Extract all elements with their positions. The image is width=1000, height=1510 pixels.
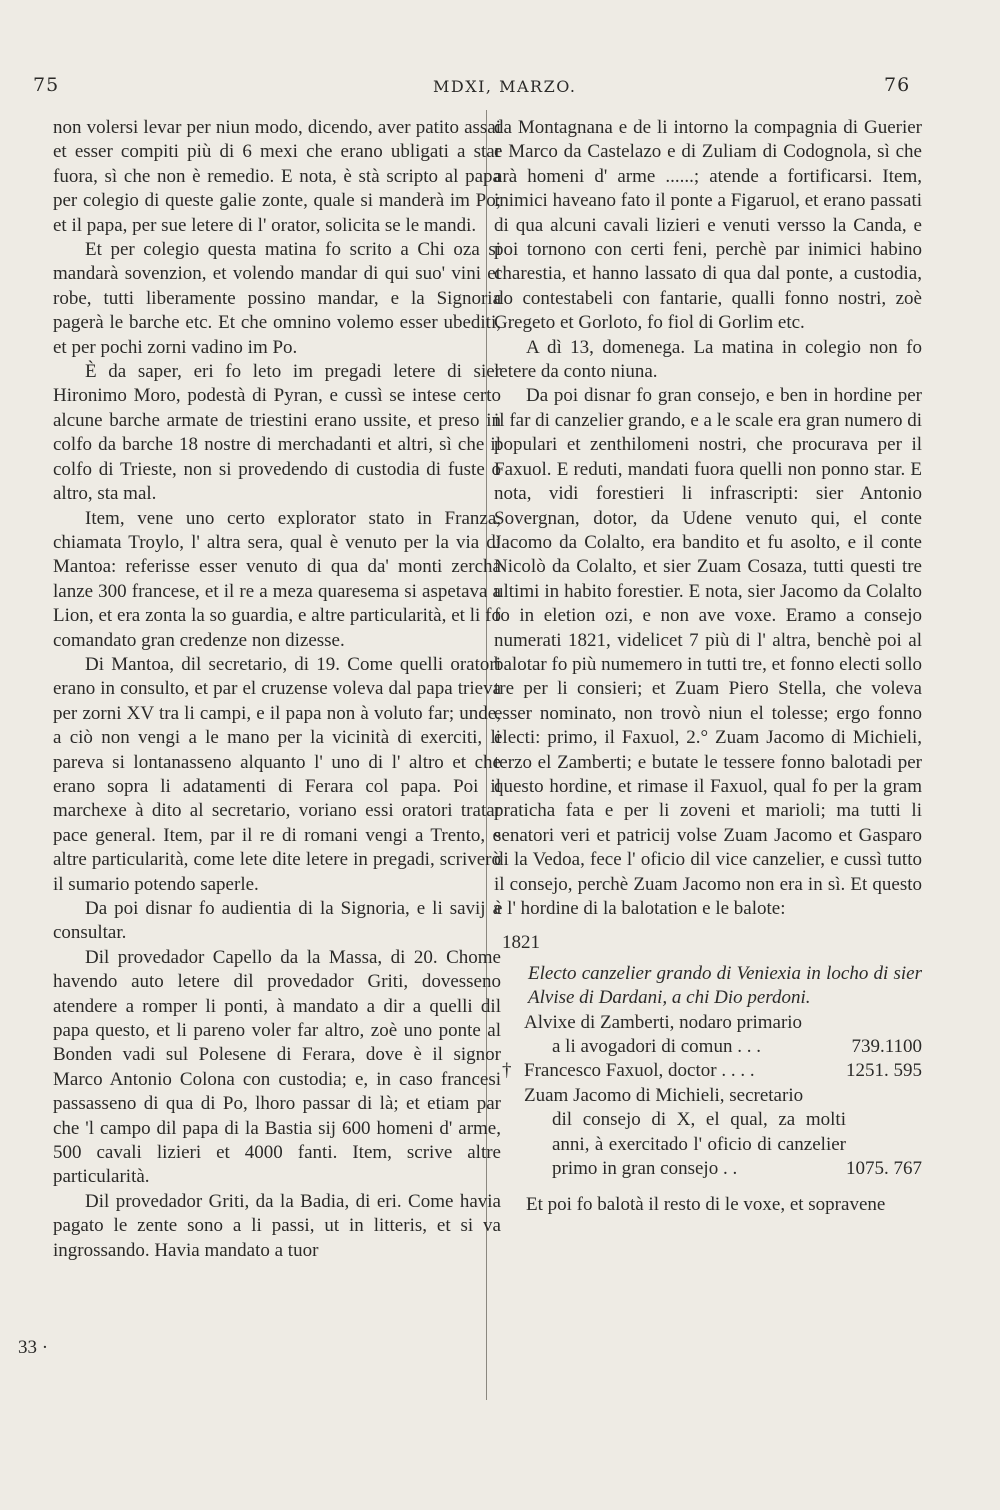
right-page-number: 76 [884, 74, 911, 96]
running-header: MDXI, MARZO. [433, 77, 577, 96]
paragraph: Item, vene uno certo explorator stato in Franza, chiamata Troylo, l' altra sera, qual è venuto per la via di Mantoa: referisse esser venuto di qua da' monti zercha lanze 300 francese, et il re a meza quaresema si aspetava a Lion, et era zonta la so guardia, e altre particularità, et li fo comandato gran credenze non dizesse. [53, 507, 501, 651]
ballot-entry [494, 1011, 922, 1060]
vote-count: 1251. 595 [846, 1060, 922, 1082]
ballot-year: 1821 [502, 932, 540, 954]
candidate-line: Zuam Jacomo di Michieli, secretario [524, 1084, 804, 1106]
paragraph: Dil provedador Griti, da la Badia, di eri. Come havia pagato le zente sono a li passi, ut in litteris, et si va ingrossando. Havia mandato a tuor [53, 1190, 501, 1261]
vote-count: 739.1100 [851, 1036, 922, 1058]
right-column [494, 116, 922, 1218]
ballot-entry [494, 1084, 922, 1182]
paragraph: Di Mantoa, dil secretario, di 19. Come quelli oratori erano in consulto, et par el cruzense voleva dal papa trieva per zorni XV tra li campi, e il papa non à voluto far; unde, a ciò non vengi a le mano per la vicinità di exerciti, li pareva si lontanasseno alquanto l' uno di l' altro et che erano sopra li adatamenti di Ferara col papa. Poi il marchexe à dito al secretario, voriano essi oratori tratar pace general. Item, par il re di romani vengi a Trento, e altre particularità, come lete dite letere in pregadi, scriverò il sumario potendo saperle. [53, 653, 501, 895]
candidate-line-continued: a li avogadori di comun . . . [552, 1036, 761, 1058]
paragraph: A dì 13, domenega. La matina in colegio non fo letere da conto niuna. [494, 336, 922, 383]
paragraph: Dil provedador Capello da la Massa, di 20. Chome havendo auto letere dil provedador Griti, dovesseno atendere a romper li ponti, à mandato a dir a quelli dil papa questo, et li pareno voler far altro, zoè uno ponte al Bonden vadi sul Polesene di Ferara, dove è il signor Marco Antonio Colona con custodia; e, in caso francesi passasseno di qua di Po, lhoro passar di là; et etiam par che 'l campo dil papa di la Bastia sij 600 homeni d' arme, 500 cavali lizieri et 4000 fanti. Item, scrive altre particularità. [53, 946, 501, 1188]
candidate-line-continued: dil consejo di X, el qual, za molti anni, à exercitado l' oficio di canzelier primo in gran consejo . . [552, 1109, 846, 1180]
right-column-text [494, 116, 922, 921]
paragraph: non volersi levar per niun modo, dicendo, aver patito assai et esser compiti più di 6 mexi che erano ubligati a star fuora, sì che non è remedio. E nota, è stà scripto al papa per colegio di queste galie zonte, quale si manderà im Po; et il papa, per sue letere di l' orator, solicita se le mandi. [53, 117, 501, 236]
paragraph: da Montagnana e de li intorno la compagnia di Guerier e Marco da Castelazo e di Zuliam di Codognola, sì che arà homeni d' arme ......; atende a fortificarsi. Item, inimici haveano fato il ponte a Figaruol, et erano passati di qua alcuni cavali lizieri e venuti versso la Canda, e poi tornono con certi feni, perchè par inimici habino charestia, et hanno lassato di qua dal ponte, a custodia, do contestabeli con fantarie, qualli fonno nostri, zoè Gregeto et Gorloto, fo fiol di Gorlim etc. [494, 117, 922, 334]
candidate-name [524, 1011, 851, 1060]
vote-count: 1075. 767 [846, 1158, 922, 1180]
elected-cross-mark: † [502, 1060, 512, 1082]
candidate-line: Francesco Faxuol, doctor . . . . [524, 1060, 755, 1082]
closing-paragraph: Et poi fo balotà il resto di le voxe, et sopravene [526, 1194, 886, 1216]
paragraph: Da poi disnar fo audientia di la Signoria, e li savij a consultar. [53, 898, 501, 944]
paragraph: Da poi disnar fo gran consejo, e ben in hordine per il far di canzelier grando, e a le scale era gran numero di populari et zenthilomeni nostri, che procurava per il Faxuol. E reduti, mandati fuora quelli non ponno star. E nota, vidi forestieri li infrascripti: sier Antonio Sovergnan, dotor, da Udene venuto qui, el conte Jacomo da Colalto, era bandito et fu asolto, e il conte Nicolò da Colalto, et sier Zuam Cosaza, tutti questi tre ultimi in habito forestier. E nota, sier Jacomo da Colalto fo in eletion ozi, e non ave voxe. Eramo a consejo numerati 1821, videlicet 7 più di l' altra, benchè poi al balotar fo più numemero in tutti tre, et fonno electi sollo tre per li consieri; et Zuam Piero Stella, che voleva esser nominato, non trovò niun el tolesse; ergo fonno electi: primo, il Faxuol, 2.° Zuam Jacomo di Michieli, terzo el Zamberti; e butate le tessere fonno balotadi per questo hordine, et rimase il Faxuol, qual fo per la gram praticha fata e per li zoveni et marioli; ma tutti li senatori veri et patricij volse Zuam Jacomo et Gasparo di la Vedoa, fece l' oficio dil vice canzelier, e cussì tutto il consejo, perchè Zuam Jacomo non era in sì. Et questo è l' hordine di la balotation e le balote: [494, 385, 922, 919]
left-column [53, 116, 501, 1263]
left-page-number: 75 [33, 74, 60, 96]
candidate-line: Alvixe di Zamberti, nodaro primario [524, 1011, 803, 1033]
ballot-entries [494, 1011, 922, 1182]
paragraph: È da saper, eri fo leto im pregadi letere di sier Hironimo Moro, podestà di Pyran, e cussì se intese certo alcune barche armate de triestini erano ussite, et preso in colfo da barche 18 nostre di merchadanti et altri, sì che il colfo di Trieste, non si provedendo di custodia di fuste o altro, sta mal. [53, 361, 501, 505]
paragraph: Et per colegio questa matina fo scrito a Chi oza si mandarà sovenzion, et volendo mandar di qui suo' vini et robe, tutti liberamente possino mandar, e la Signoria pagerà le barche etc. Et che omnino volemo esser ubediti, et per pochi zorni vadino im Po. [53, 239, 501, 358]
ballot-heading: Electo canzelier grando di Veniexia in locho di sier Alvise di Dardani, a chi Dio perdoni. [528, 962, 922, 1009]
candidate-name [502, 1059, 846, 1083]
ballot-entry [494, 1059, 922, 1083]
margin-note: 33 · [18, 1337, 49, 1358]
candidate-name [524, 1084, 846, 1182]
